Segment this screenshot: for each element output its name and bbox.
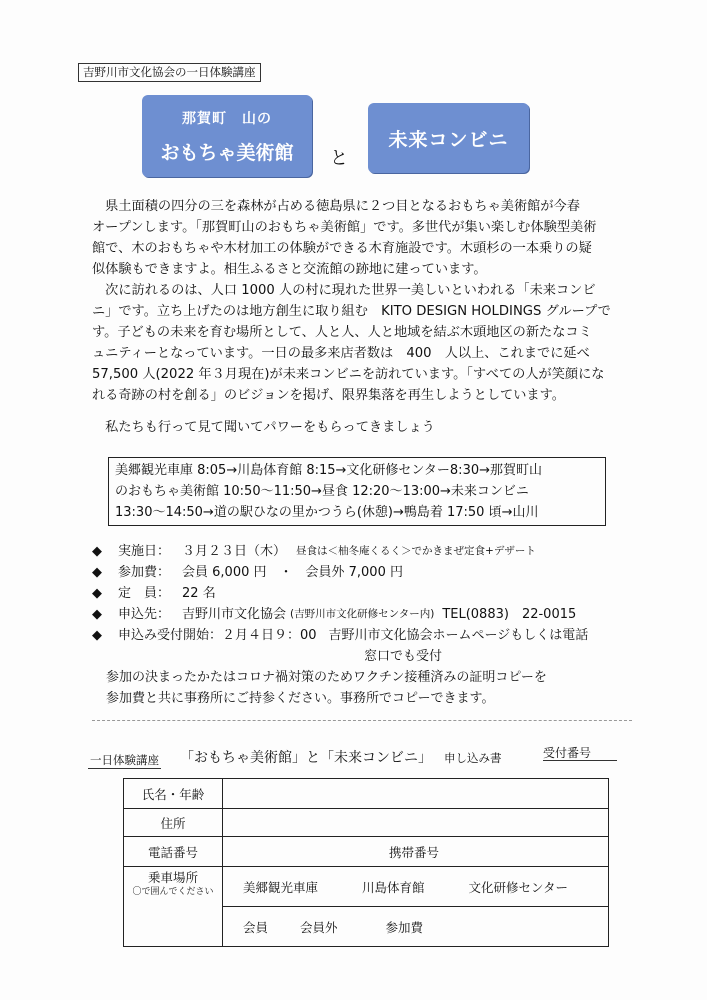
form-member-options bbox=[223, 907, 609, 947]
form-address-label: 住所 bbox=[124, 809, 223, 837]
info-apply-value: 吉野川市文化協会 bbox=[182, 607, 287, 622]
info-date-note: 昼食は＜柚冬庵くるく＞でかきまぜ定食+デザート bbox=[296, 545, 536, 557]
text-line: 館で、木のおもちゃや木材加工の体験ができる木育施設です。木頭杉の一本乗りの疑 bbox=[92, 241, 592, 256]
diamond-bullet-icon: ◆ bbox=[92, 607, 102, 622]
form-name-field[interactable] bbox=[223, 779, 609, 809]
text-line: す。子どもの未来を育む場所として、人と人、人と地域を結ぶ木頭地区の新たなコミ bbox=[92, 325, 592, 340]
form-row-member bbox=[124, 907, 609, 947]
form-boarding-label: 乗車場所 bbox=[147, 870, 198, 885]
info-start-value: 吉野川市文化協会ホームページもしくは電話 bbox=[328, 628, 589, 643]
info-apply-note: (吉野川市文化研修センター内) bbox=[290, 608, 435, 620]
text-line: 県土面積の四分の三を森林が占める徳島県に２つ目となるおもちゃ美術館が今春 bbox=[92, 199, 580, 214]
route-line: 13:30～14:50→道の駅ひなの里かつうら(休憩)→鴨島着 17:50 頃→山川 bbox=[115, 505, 539, 520]
info-note-line: 参加費と共に事務所にご持参ください。事務所でコピーできます。 bbox=[106, 691, 495, 706]
form-label: 一日体験講座 bbox=[90, 753, 159, 767]
form-title-text: 「おもちゃ美術館」と「未来コンビニ」 bbox=[180, 750, 432, 766]
info-start bbox=[92, 625, 632, 646]
form-phone-field[interactable] bbox=[223, 837, 609, 867]
paragraph-museum bbox=[92, 196, 632, 280]
diamond-bullet-icon: ◆ bbox=[92, 628, 102, 643]
info-list bbox=[92, 541, 632, 709]
form-boarding-hint: 〇で囲んでください bbox=[132, 887, 214, 897]
title-box-museum-line1: 那賀町 山の bbox=[182, 111, 272, 127]
info-start-value-cont: 窓口でも受付 bbox=[364, 649, 443, 664]
form-member-label-cell bbox=[124, 907, 223, 947]
info-fee bbox=[92, 562, 632, 583]
info-capacity-value: 22 名 bbox=[182, 586, 216, 601]
route-box bbox=[108, 457, 606, 526]
info-date-value: ３月２３日（木） bbox=[182, 544, 287, 559]
form-address-field[interactable] bbox=[223, 809, 609, 837]
text-line: ュニティーとなっています。一日の最多来店者数は 400 人以上、これまでに延べ bbox=[92, 346, 590, 361]
title-box-conbini-text: 未来コンビニ bbox=[388, 129, 509, 151]
form-row-phone bbox=[124, 837, 609, 867]
form-boarding-cell bbox=[124, 867, 223, 907]
title-connector: と bbox=[330, 148, 348, 169]
member-option[interactable]: 会員 bbox=[243, 919, 269, 935]
receipt-number-label bbox=[543, 744, 617, 761]
info-apply bbox=[92, 604, 632, 625]
info-start-label: 申込み受付開始：２月４日９：00 bbox=[118, 628, 317, 643]
info-fee-value: 会員 6,000 円 ・ 会員外 7,000 円 bbox=[182, 565, 403, 580]
form-name-label: 氏名・年齢 bbox=[124, 779, 223, 809]
title-box-conbini bbox=[368, 103, 529, 173]
boarding-option[interactable]: 美郷観光車庫 bbox=[243, 879, 319, 895]
form-boarding-options bbox=[223, 867, 609, 907]
receipt-number-text: 受付番号 bbox=[543, 746, 617, 761]
diamond-bullet-icon: ◆ bbox=[92, 544, 102, 559]
route-line: 美郷観光車庫 8:05→川島体育館 8:15→文化研修センター8:30→那賀町山 bbox=[115, 463, 543, 478]
application-form-table bbox=[123, 778, 609, 947]
info-date bbox=[92, 541, 632, 562]
boarding-option[interactable]: 川島体育館 bbox=[362, 879, 425, 895]
info-apply-label: 申込先： bbox=[118, 607, 171, 622]
text-line: ニ」です。立ち上げたのは地方創生に取り組む KITO DESIGN HOLDINGS グループで bbox=[92, 304, 611, 319]
info-date-label: 実施日： bbox=[118, 544, 171, 559]
form-row-address bbox=[124, 809, 609, 837]
route-line: のおもちゃ美術館 10:50～11:50→昼食 12:20～13:00→未来コンビニ bbox=[115, 484, 529, 499]
text-line: 次に訪れるのは、人口 1000 人の村に現れた世界一美しいといわれる「未来コンビ bbox=[92, 283, 596, 298]
info-fee-label: 参加費： bbox=[118, 565, 171, 580]
info-capacity bbox=[92, 583, 632, 604]
member-option: 参加費 bbox=[385, 919, 424, 935]
form-title bbox=[180, 747, 502, 767]
text-line: 似体験もできますよ。相生ふるさと交流館の跡地に建っています。 bbox=[92, 262, 487, 277]
form-row-boarding bbox=[124, 867, 609, 907]
paragraph-closing: 私たちも行って見て聞いてパワーをもらってきましょう bbox=[92, 420, 435, 435]
header-label: 吉野川市文化協会の一日体験講座 bbox=[78, 63, 261, 82]
cut-line bbox=[92, 720, 632, 721]
diamond-bullet-icon: ◆ bbox=[92, 586, 102, 601]
text-line: れる奇跡の村を創る」のビジョンを掲げ、限界集落を再生しようとしています。 bbox=[92, 388, 565, 403]
title-box-museum-line2: おもちゃ美術館 bbox=[160, 142, 294, 164]
text-line: 57,500 人(2022 年３月現在)が未来コンビニを訪れています。「すべての人が笑顔にな bbox=[92, 367, 605, 382]
form-subtitle: 申し込み書 bbox=[444, 751, 502, 765]
form-phone-label: 電話番号 bbox=[124, 837, 223, 867]
diamond-bullet-icon: ◆ bbox=[92, 565, 102, 580]
info-capacity-label: 定 員： bbox=[118, 586, 171, 601]
title-box-museum bbox=[142, 95, 312, 177]
text-line: オープンします。「那賀町山のおもちゃ美術館」です。多世代が集い楽しむ体験型美術 bbox=[92, 220, 597, 235]
paragraph-conbini bbox=[92, 280, 632, 406]
form-row-name bbox=[124, 779, 609, 809]
member-option[interactable]: 会員外 bbox=[300, 919, 338, 935]
info-apply-tel: TEL(0883) 22-0015 bbox=[442, 607, 577, 622]
info-note-line: 参加の決まったかたはコロナ禍対策のためワクチン接種済みの証明コピーを bbox=[106, 670, 547, 685]
boarding-option[interactable]: 文化研修センター bbox=[468, 879, 569, 895]
form-mobile-label: 携帯番号 bbox=[389, 844, 440, 860]
